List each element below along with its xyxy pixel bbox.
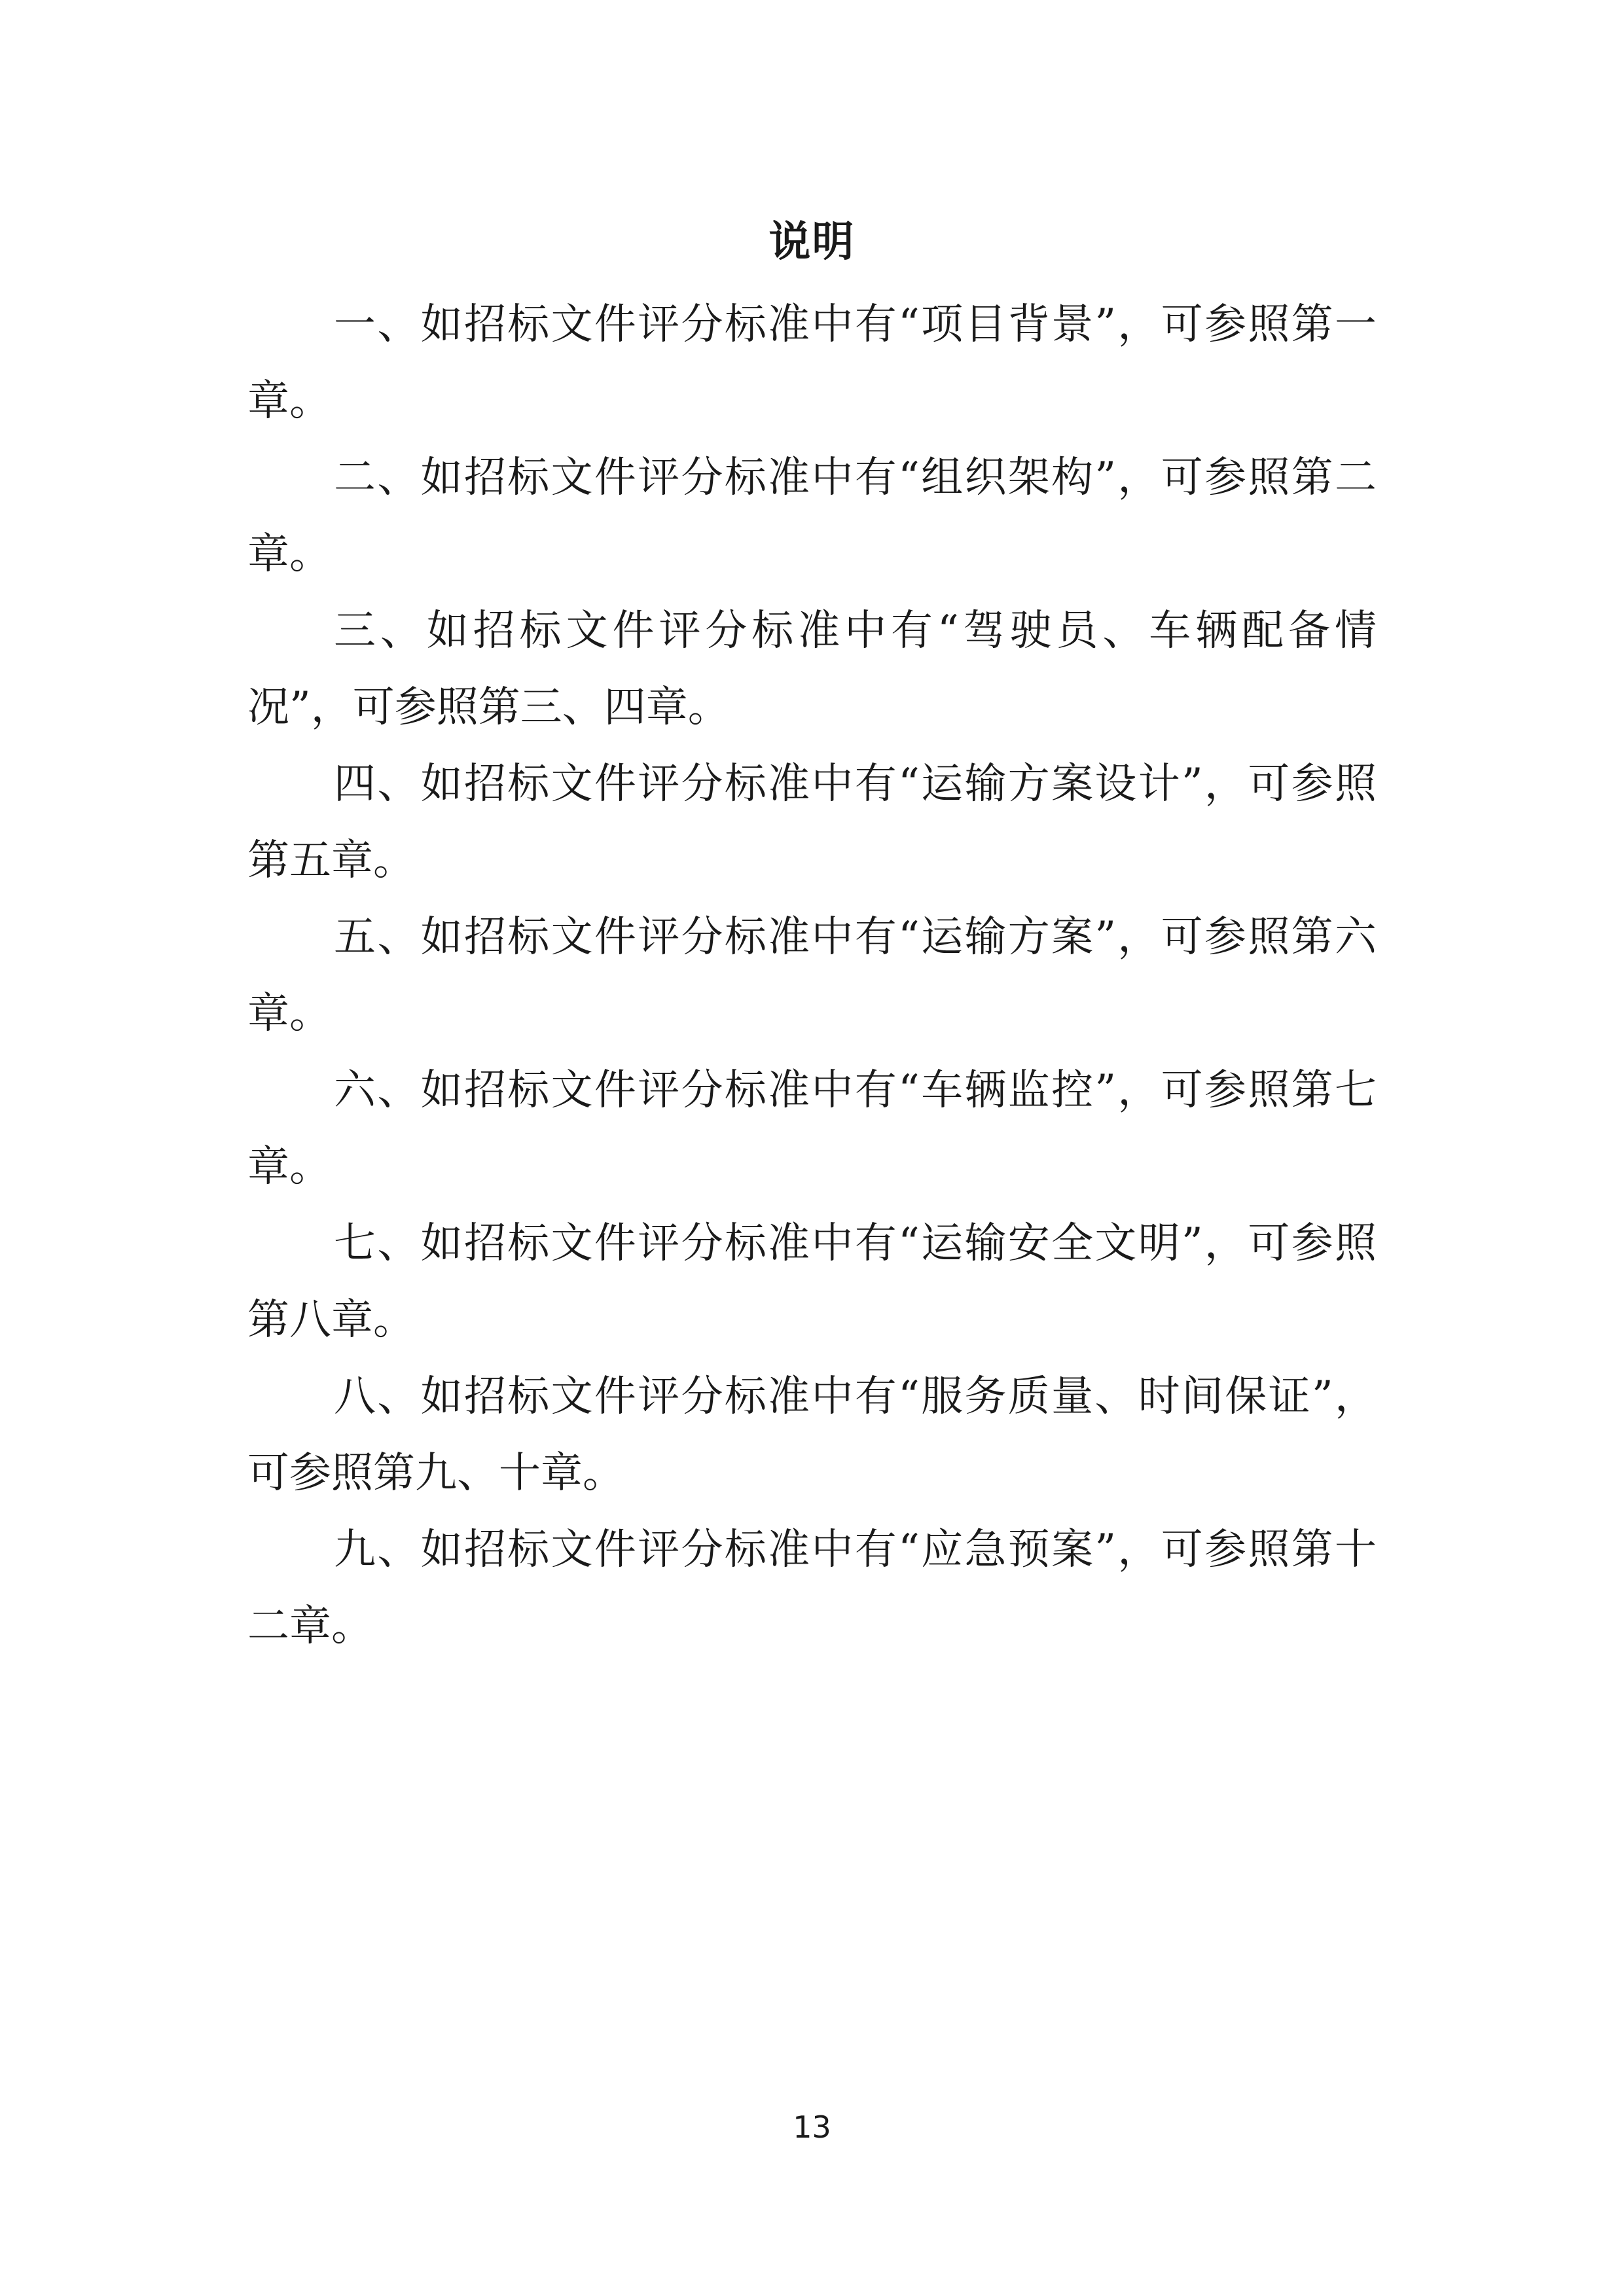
paragraph-1: 一、如招标文件评分标准中有“项目背景”，可参照第一章。 xyxy=(247,300,1377,425)
paragraph-4: 四、如招标文件评分标准中有“运输方案设计”，可参照第五章。 xyxy=(247,760,1377,885)
paragraph-7: 七、如招标文件评分标准中有“运输安全文明”，可参照第八章。 xyxy=(247,1219,1377,1344)
page-title: 说明 xyxy=(768,218,856,266)
paragraph-8: 八、如招标文件评分标准中有“服务质量、时间保证”，可参照第九、十章。 xyxy=(247,1372,1377,1498)
paragraph-9: 九、如招标文件评分标准中有“应急预案”，可参照第十二章。 xyxy=(247,1526,1377,1651)
paragraph-3: 三、如招标文件评分标准中有“驾驶员、车辆配备情况”，可参照第三、四章。 xyxy=(247,607,1377,732)
page-number: 13 xyxy=(793,2109,831,2145)
paragraph-5: 五、如招标文件评分标准中有“运输方案”，可参照第六章。 xyxy=(247,913,1377,1038)
paragraph-2: 二、如招标文件评分标准中有“组织架构”，可参照第二章。 xyxy=(247,454,1377,579)
body-text xyxy=(247,287,1377,1665)
paragraph-6: 六、如招标文件评分标准中有“车辆监控”，可参照第七章。 xyxy=(247,1066,1377,1191)
